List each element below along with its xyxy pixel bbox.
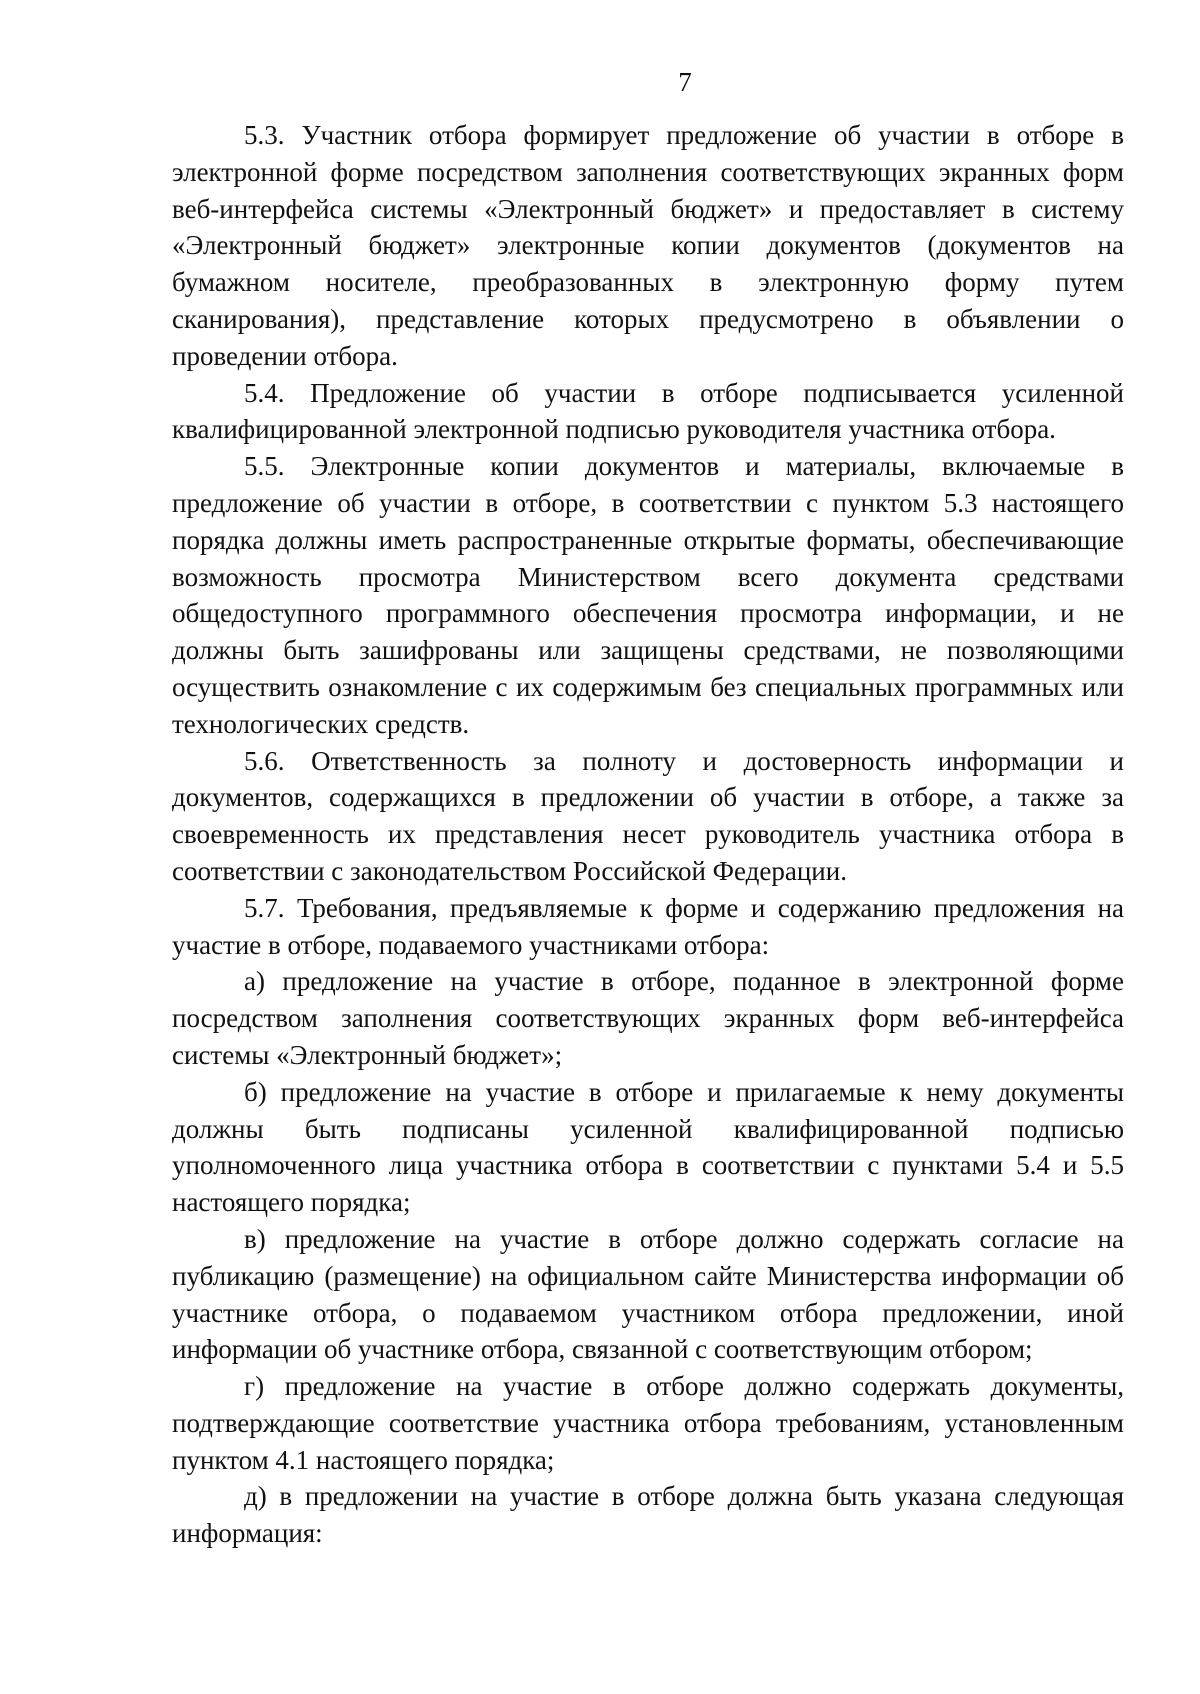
paragraph-5-5: 5.5. Электронные копии документов и материалы, включаемые в предложение об участии в отборе, в соответствии с пунктом 5.3 настоящего порядка должны иметь распространенные открытые форматы, обеспечивающие возможность просмотра Министерством всего документа средствами общедоступного программного обеспечения просмотра информации, и не должны быть зашифрованы или защищены средствами, не позволяющими осуществить ознакомление с их содержимым без специальных программных или технологических средств. <box>172 451 1124 739</box>
paragraph-5-3: 5.3. Участник отбора формирует предложение об участии в отборе в электронной форме посредством заполнения соответствующих экранных форм веб-интерфейса системы «Электронный бюджет» и предоставляет в систему «Электронный бюджет» электронные копии документов (документов на бумажном носителе, преобразованных в электронную форму путем сканирования), представление которых предусмотрено в объявлении о проведении отбора. <box>172 120 1124 371</box>
paragraph-5-7: 5.7. Требования, предъявляемые к форме и содержанию предложения на участие в отборе, подаваемого участниками отбора: <box>172 892 1124 960</box>
subparagraph-v: в) предложение на участие в отборе должно содержать согласие на публикацию (размещение) на официальном сайте Министерства информации об участнике отбора, о подаваемом участником отбора предложении, иной информации об участнике отбора, связанной с соответствующим отбором; <box>172 1223 1124 1365</box>
paragraph-5-4: 5.4. Предложение об участии в отборе подписывается усиленной квалифицированной электронной подписью руководителя участника отбора. <box>172 377 1124 445</box>
subparagraph-b: б) предложение на участие в отборе и прилагаемые к нему документы должны быть подписаны усиленной квалифицированной подписью уполномоченного лица участника отбора в соответствии с пунктами 5.4 и 5.5 настоящего порядка; <box>172 1076 1124 1218</box>
subparagraph-g: г) предложение на участие в отборе должно содержать документы, подтверждающие соответствие участника отбора требованиям, установленным пунктом 4.1 настоящего порядка; <box>172 1371 1124 1475</box>
paragraph-5-6: 5.6. Ответственность за полноту и достоверность информации и документов, содержащихся в предложении об участии в отборе, а также за своевременность их представления несет руководитель участника отбора в соответствии с законодательством Российской Федерации. <box>172 745 1124 886</box>
document-body <box>172 117 1124 1552</box>
subparagraph-a: а) предложение на участие в отборе, поданное в электронной форме посредством заполнения соответствующих экранных форм веб-интерфейса системы «Электронный бюджет»; <box>172 966 1124 1070</box>
page-number: 7 <box>678 67 692 97</box>
subparagraph-d: д) в предложении на участие в отборе должна быть указана следующая информация: <box>172 1481 1124 1549</box>
